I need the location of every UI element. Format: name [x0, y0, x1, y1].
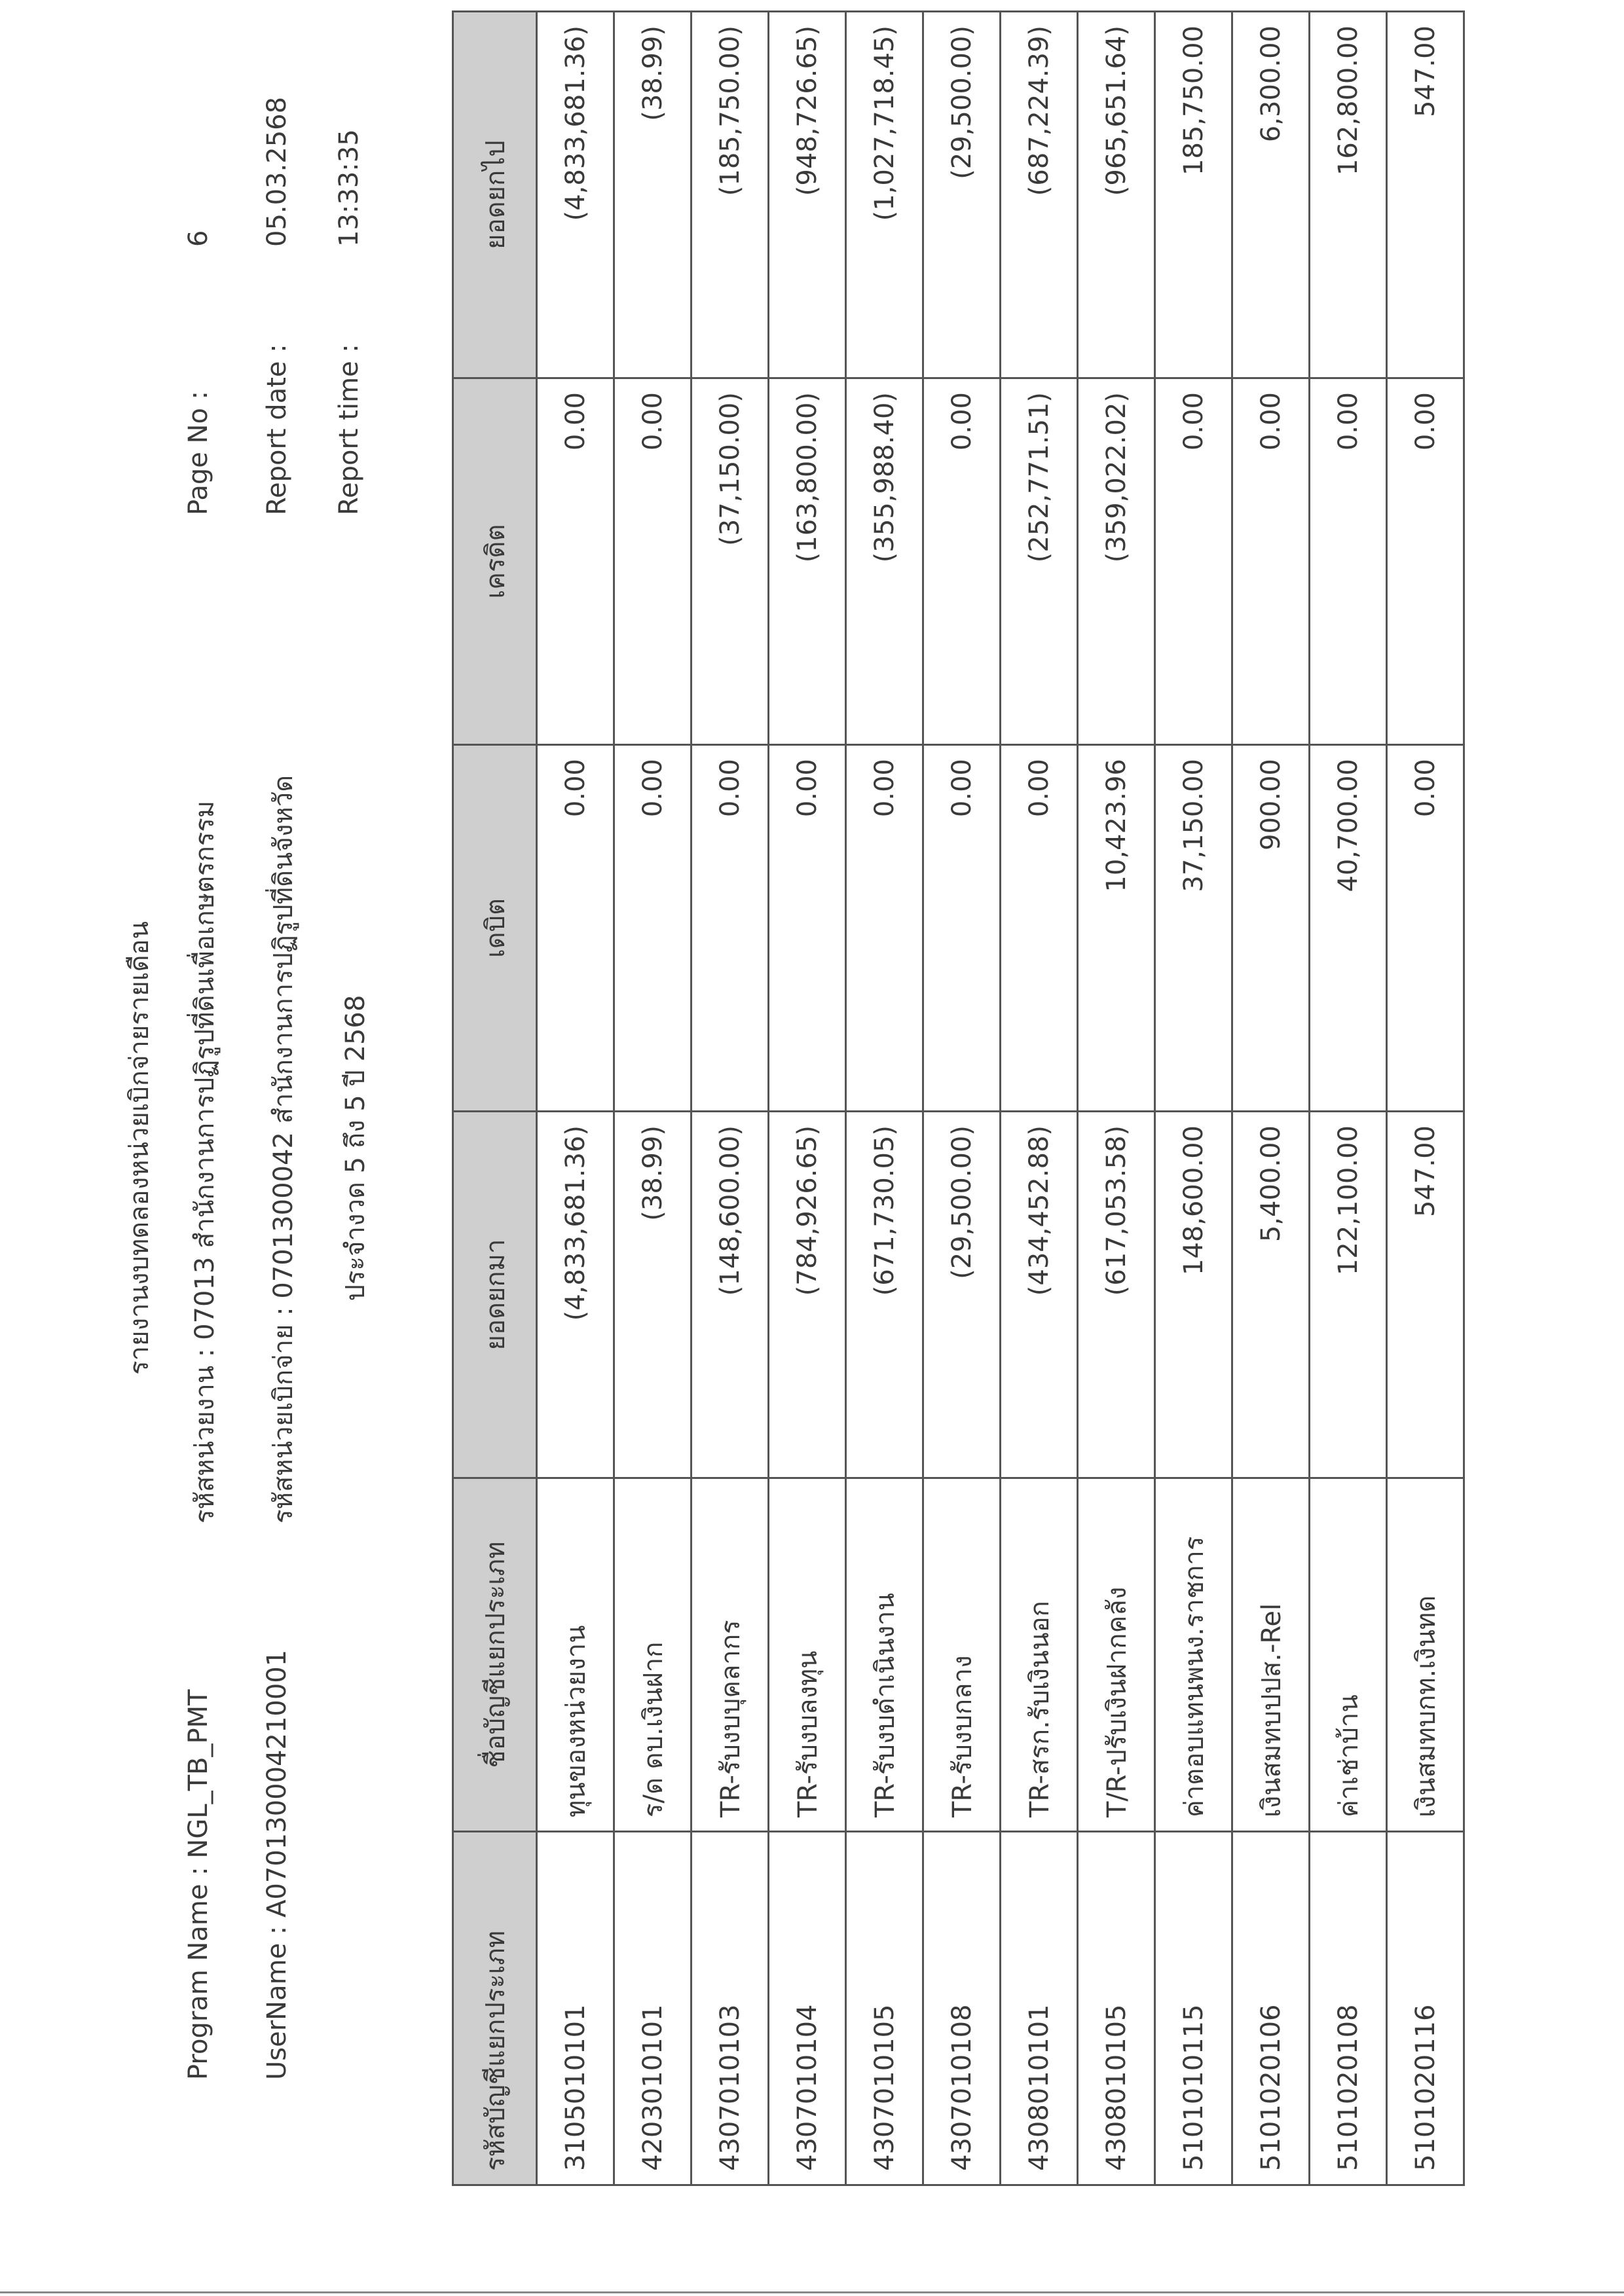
report-period: ประจำงวด 5 ถึง 5 ปี 2568 [341, 994, 371, 1302]
trial-balance-table [452, 10, 1465, 2186]
program-name: Program Name : NGL_TB_PMT [183, 1689, 213, 2080]
user-name: UserName : A070130004210001 [262, 1649, 292, 2080]
credit-cell: 0.00 [537, 378, 614, 745]
unit-code: รหัสหน่วยงาน : 07013 สำนักงานการปฏิรูปที่ดินเพื่อเกษตรกรรม [190, 800, 220, 1523]
credit-cell: 0.00 [1155, 378, 1232, 745]
carried-forward-cell: (38.99) [614, 12, 692, 378]
credit-cell: 0.00 [614, 378, 692, 745]
table-row [769, 12, 846, 2185]
brought-forward-cell: (784,926.65) [769, 1112, 846, 1478]
col-header-account-code: รหัสบัญชีแยกประเภท [453, 1832, 537, 2185]
carried-forward-cell: (185,750.00) [692, 12, 769, 378]
account-name-cell: ค่าเช่าบ้าน [1310, 1478, 1387, 1832]
account-name-cell: ทุนของหน่วยงาน [537, 1478, 614, 1832]
brought-forward-cell: 148,600.00 [1155, 1112, 1232, 1478]
debit-cell: 0.00 [1387, 745, 1464, 1112]
debit-cell: 0.00 [769, 745, 846, 1112]
account-code-cell: 4307010104 [769, 1832, 846, 2185]
account-code-cell: 4308010105 [1078, 1832, 1155, 2185]
brought-forward-cell: 122,100.00 [1310, 1112, 1387, 1478]
brought-forward-cell: (434,452.88) [1001, 1112, 1078, 1478]
credit-cell: 0.00 [1232, 378, 1310, 745]
account-code-cell: 3105010101 [537, 1832, 614, 2185]
brought-forward-cell: (29,500.00) [923, 1112, 1001, 1478]
table-row [846, 12, 923, 2185]
credit-cell: (163,800.00) [769, 378, 846, 745]
carried-forward-cell: 547.00 [1387, 12, 1464, 378]
carried-forward-cell: (1,027,718.45) [846, 12, 923, 378]
bottom-rule [0, 2291, 1624, 2293]
carried-forward-cell: 185,750.00 [1155, 12, 1232, 378]
account-code-cell: 5101020108 [1310, 1832, 1387, 2185]
col-header-account-name: ชื่อบัญชีแยกประเภท [453, 1478, 537, 1832]
debit-cell: 0.00 [614, 745, 692, 1112]
account-code-cell: 4307010105 [846, 1832, 923, 2185]
table-row [1310, 12, 1387, 2185]
debit-cell: 37,150.00 [1155, 745, 1232, 1112]
table-row [1232, 12, 1310, 2185]
credit-cell: (359,022.02) [1078, 378, 1155, 745]
table-row [1078, 12, 1155, 2185]
report-time-value: 13:33:35 [334, 129, 364, 247]
account-name-cell: TR-รับงบลงทุน [769, 1478, 846, 1832]
carried-forward-cell: (4,833,681.36) [537, 12, 614, 378]
carried-forward-cell: 162,800.00 [1310, 12, 1387, 378]
account-name-cell: TR-รับงบบุคลากร [692, 1478, 769, 1832]
brought-forward-cell: 547.00 [1387, 1112, 1464, 1478]
account-name-cell: เงินสมทบปปส.-Rel [1232, 1478, 1310, 1832]
col-header-credit: เครดิต [453, 378, 537, 745]
credit-cell: 0.00 [1387, 378, 1464, 745]
table-row [537, 12, 614, 2185]
table-row [692, 12, 769, 2185]
brought-forward-cell: (617,053.58) [1078, 1112, 1155, 1478]
table-row [614, 12, 692, 2185]
carried-forward-cell: 6,300.00 [1232, 12, 1310, 378]
table-row [1387, 12, 1464, 2185]
report-date-label: Report date : [262, 344, 292, 515]
brought-forward-cell: (148,600.00) [692, 1112, 769, 1478]
credit-cell: (37,150.00) [692, 378, 769, 745]
report-time-label: Report time : [334, 344, 364, 515]
debit-cell: 40,700.00 [1310, 745, 1387, 1112]
page-no-label: Page No : [183, 390, 213, 515]
carried-forward-cell: (687,224.39) [1001, 12, 1078, 378]
account-code-cell: 4307010108 [923, 1832, 1001, 2185]
report-date-value: 05.03.2568 [262, 96, 292, 247]
credit-cell: (252,771.51) [1001, 378, 1078, 745]
col-header-debit: เดบิต [453, 745, 537, 1112]
brought-forward-cell: (38.99) [614, 1112, 692, 1478]
account-code-cell: 4307010103 [692, 1832, 769, 2185]
account-name-cell: TR-สรก.รับเงินนอก [1001, 1478, 1078, 1832]
account-code-cell: 5101010115 [1155, 1832, 1232, 2185]
table-body [537, 12, 1464, 2185]
disbursing-unit: รหัสหน่วยเบิกจ่าย : 0701300042 สำนักงานการปฏิรูปที่ดินจังหวัด [268, 774, 299, 1523]
credit-cell: 0.00 [923, 378, 1001, 745]
col-header-carried-forward: ยอดยกไป [453, 12, 537, 378]
report-title: รายงานงบทดลองหน่วยเบิกจ่ายรายเดือน [124, 921, 155, 1375]
brought-forward-cell: (671,730.05) [846, 1112, 923, 1478]
carried-forward-cell: (965,651.64) [1078, 12, 1155, 378]
account-name-cell: T/R-ปรับเงินฝากคลัง [1078, 1478, 1155, 1832]
table-row [1001, 12, 1078, 2185]
account-name-cell: TR-รับงบดำเนินงาน [846, 1478, 923, 1832]
debit-cell: 10,423.96 [1078, 745, 1155, 1112]
account-name-cell: เงินสมทบกท.เงินทด [1387, 1478, 1464, 1832]
debit-cell: 0.00 [846, 745, 923, 1112]
account-code-cell: 5101020106 [1232, 1832, 1310, 2185]
account-code-cell: 5101020116 [1387, 1832, 1464, 2185]
account-name-cell: TR-รับงบกลาง [923, 1478, 1001, 1832]
account-name-cell: ค่าตอบแทนพนง.ราชการ [1155, 1478, 1232, 1832]
debit-cell: 900.00 [1232, 745, 1310, 1112]
debit-cell: 0.00 [1001, 745, 1078, 1112]
brought-forward-cell: (4,833,681.36) [537, 1112, 614, 1478]
debit-cell: 0.00 [923, 745, 1001, 1112]
account-code-cell: 4308010101 [1001, 1832, 1078, 2185]
page-no-value: 6 [183, 230, 213, 247]
carried-forward-cell: (948,726.65) [769, 12, 846, 378]
credit-cell: 0.00 [1310, 378, 1387, 745]
table-row [1155, 12, 1232, 2185]
brought-forward-cell: 5,400.00 [1232, 1112, 1310, 1478]
table-header-row [453, 12, 537, 2185]
account-name-cell: ร/ด ดบ.เงินฝาก [614, 1478, 692, 1832]
carried-forward-cell: (29,500.00) [923, 12, 1001, 378]
table-row [923, 12, 1001, 2185]
debit-cell: 0.00 [537, 745, 614, 1112]
account-code-cell: 4203010101 [614, 1832, 692, 2185]
col-header-brought-forward: ยอดยกมา [453, 1112, 537, 1478]
credit-cell: (355,988.40) [846, 378, 923, 745]
debit-cell: 0.00 [692, 745, 769, 1112]
